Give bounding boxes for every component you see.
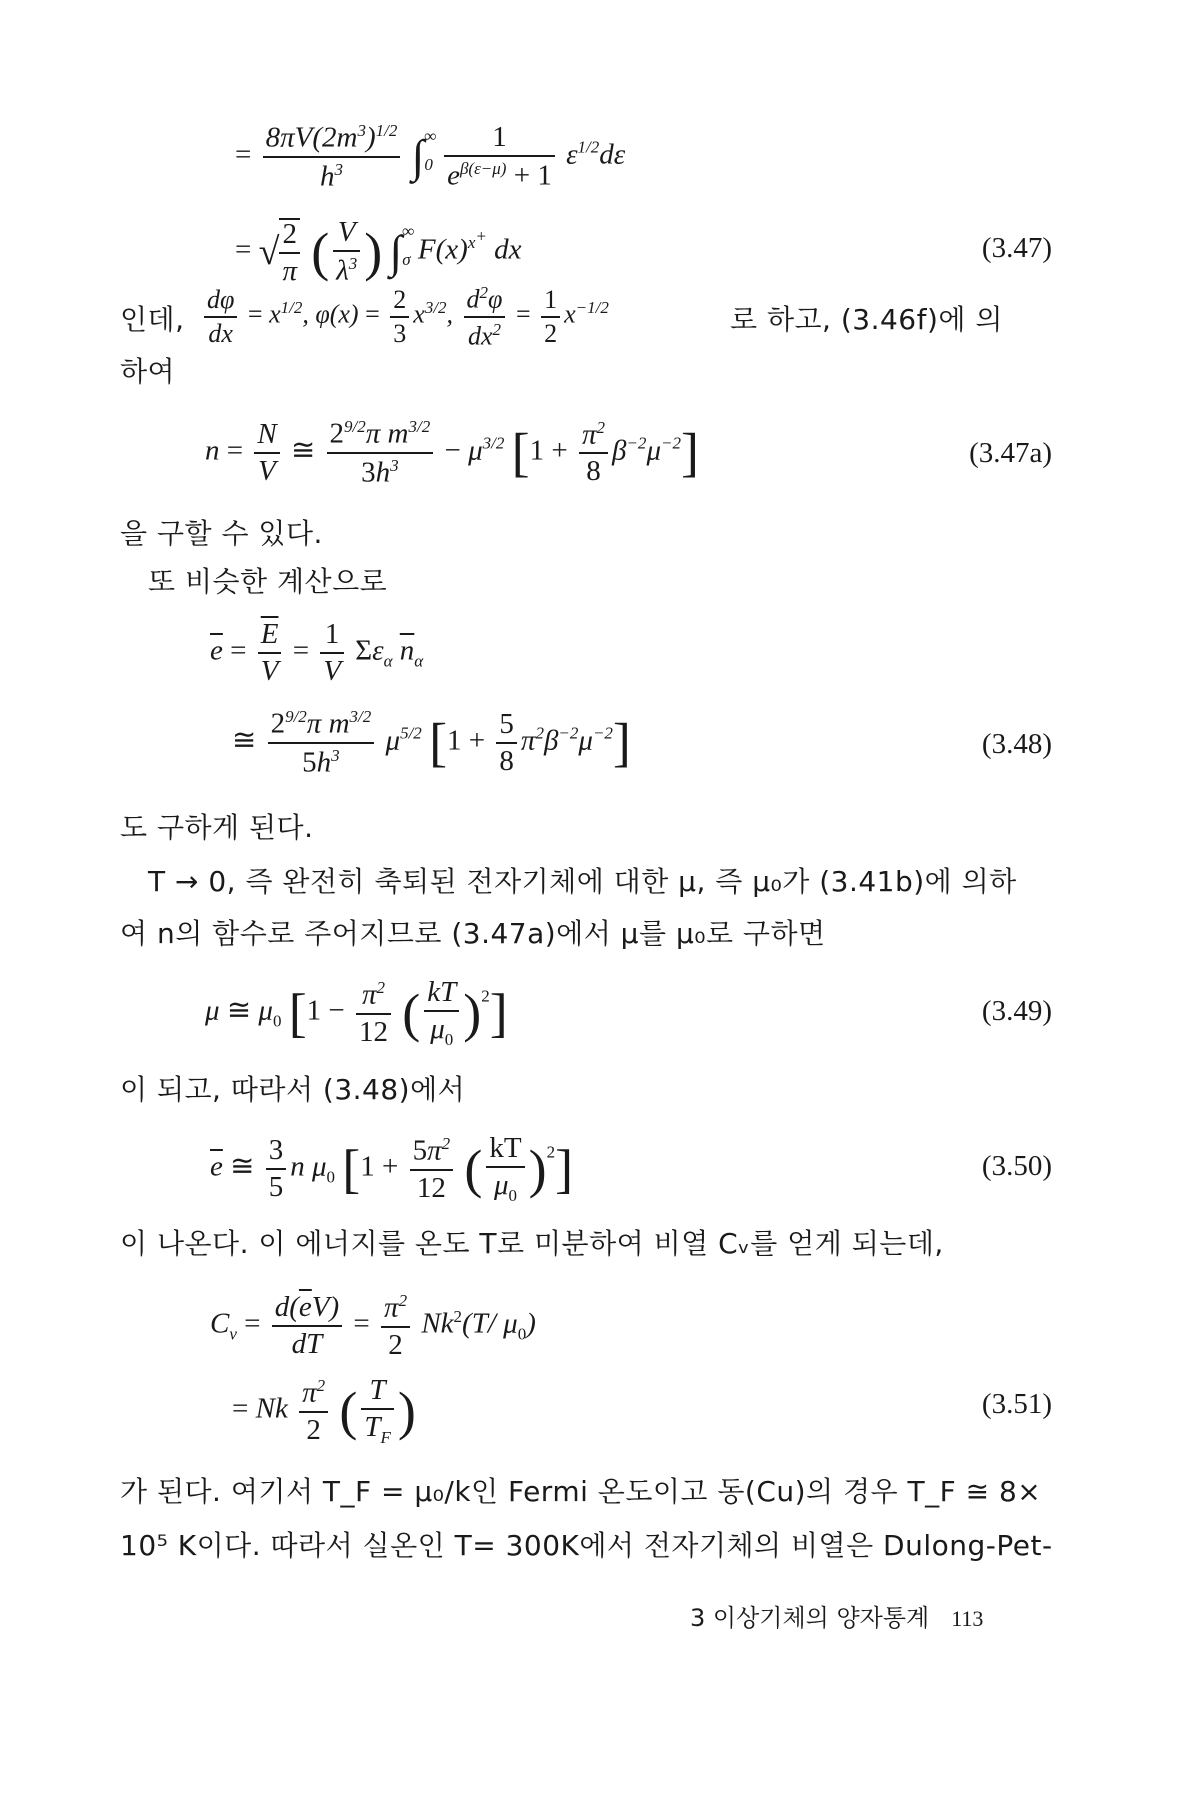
body-text-line: 을 구할 수 있다.	[120, 517, 323, 550]
equation-number-3-47: (3.47)	[981, 232, 1052, 264]
equation-3-47a: n = $\frac{N}{V}$ ≅ $\frac{2^{9/2}\pi m^{3/2}}{3h^3}$ − $\mu^{3/2}$ [1 + $\frac{\pi^2}{8}$ $\beta^{-2}\mu^{-2}$]	[205, 417, 699, 489]
equation-3-51-line2: = Nk $\frac{\pi^2}{2}$ ( $\frac{T}{T_F}$ )	[232, 1374, 416, 1447]
equation-3-47-line2: = √ $\frac{2}{\pi}$ ( $\frac{V}{\lambda^3}$ ) $\int^\infty_\sigma$ $F(x)^{x^+}$ dx	[235, 216, 522, 287]
running-footer	[690, 1598, 983, 1633]
body-text-line: 도 구하게 된다.	[120, 811, 314, 844]
equation-number-3-47a: (3.47a)	[969, 437, 1052, 469]
chapter-title: 3 이상기체의 양자통계	[690, 1604, 930, 1632]
body-text-line: 10⁵ K이다. 따라서 실온인 T= 300K에서 전자기체의 비열은 Dulong-Pet-	[120, 1529, 1053, 1562]
equation-number-3-50: (3.50)	[981, 1150, 1052, 1182]
equation-3-48-line1: $\overline{e}$ = $\frac{\overline{E}}{V}$ = $\frac{1}{V}$ $\Sigma\varepsilon_\alpha$ $\overline{n}_\alpha$	[210, 618, 424, 687]
body-text-line: 이 나온다. 이 에너지를 온도 T로 미분하여 비열 Cᵥ를 얻게 되는데,	[120, 1227, 944, 1260]
inline-definitions: $\frac{d\varphi}{dx}$ = $x^{1/2}$, φ(x) = $\frac{2}{3}$ $x^{3/2}$, $\frac{d^2\varphi}{dx^2}$ = $\frac{1}{2}$ $x^{-1/2}$	[200, 284, 609, 349]
equation-3-50: $\overline{e}$ ≅ $\frac{3}{5}$ n $\mu_0$ [1 + $\frac{5\pi^2}{12}$ ( $\frac{kT}{\mu_0}$ )$^2$]	[210, 1132, 574, 1205]
body-text-line: 이 되고, 따라서 (3.48)에서	[120, 1073, 466, 1106]
body-text-line: 가 된다. 여기서 T_F = μ₀/k인 Fermi 온도이고 동(Cu)의 경우 T_F ≅ 8×	[120, 1475, 1042, 1508]
equation-3-47-line1: = $\frac{8\pi V(2m^3)^{1/2}}{h^3}$ $\int^\infty_0$ $\frac{1}{e^{\beta(\varepsilon-\mu)} + 1}$ $\varepsilon^{1/2}d\varepsilon$	[235, 120, 626, 193]
equation-3-49: μ ≅ $\mu_0$ [1 − $\frac{\pi^2}{12}$ ( $\frac{kT}{\mu_0}$ )$^2$]	[205, 976, 508, 1049]
equation-3-48-line2: ≅ $\frac{2^{9/2}\pi m^{3/2}}{5h^3}$ $\mu^{5/2}$ [1 + $\frac{5}{8}$ $\pi^2\beta^{-2}\mu^{-2}$]	[232, 707, 631, 779]
equation-number-3-49: (3.49)	[981, 995, 1052, 1027]
body-text-line: 하여	[120, 355, 176, 388]
body-text-line: 여 n의 함수로 주어지므로 (3.47a)에서 μ를 μ₀로 구하면	[120, 917, 826, 950]
equation-number-3-51: (3.51)	[981, 1388, 1052, 1420]
equation-3-51-line1: $C_v$ = $\frac{d(\overline{e}V)}{dT}$ = $\frac{\pi^2}{2}$ Nk$^2$(T/ $\mu_0$)	[210, 1290, 536, 1361]
body-text-line: 로 하고, (3.46f)에 의	[730, 303, 1003, 336]
page-number: 113	[951, 1606, 984, 1631]
body-text-line: 인데,	[120, 303, 185, 336]
equation-number-3-48: (3.48)	[981, 728, 1052, 760]
body-text-line: T → 0, 즉 완전히 축퇴된 전자기체에 대한 μ, 즉 μ₀가 (3.41b)에 의하	[148, 865, 1017, 898]
body-text-line: 또 비슷한 계산으로	[148, 565, 388, 598]
